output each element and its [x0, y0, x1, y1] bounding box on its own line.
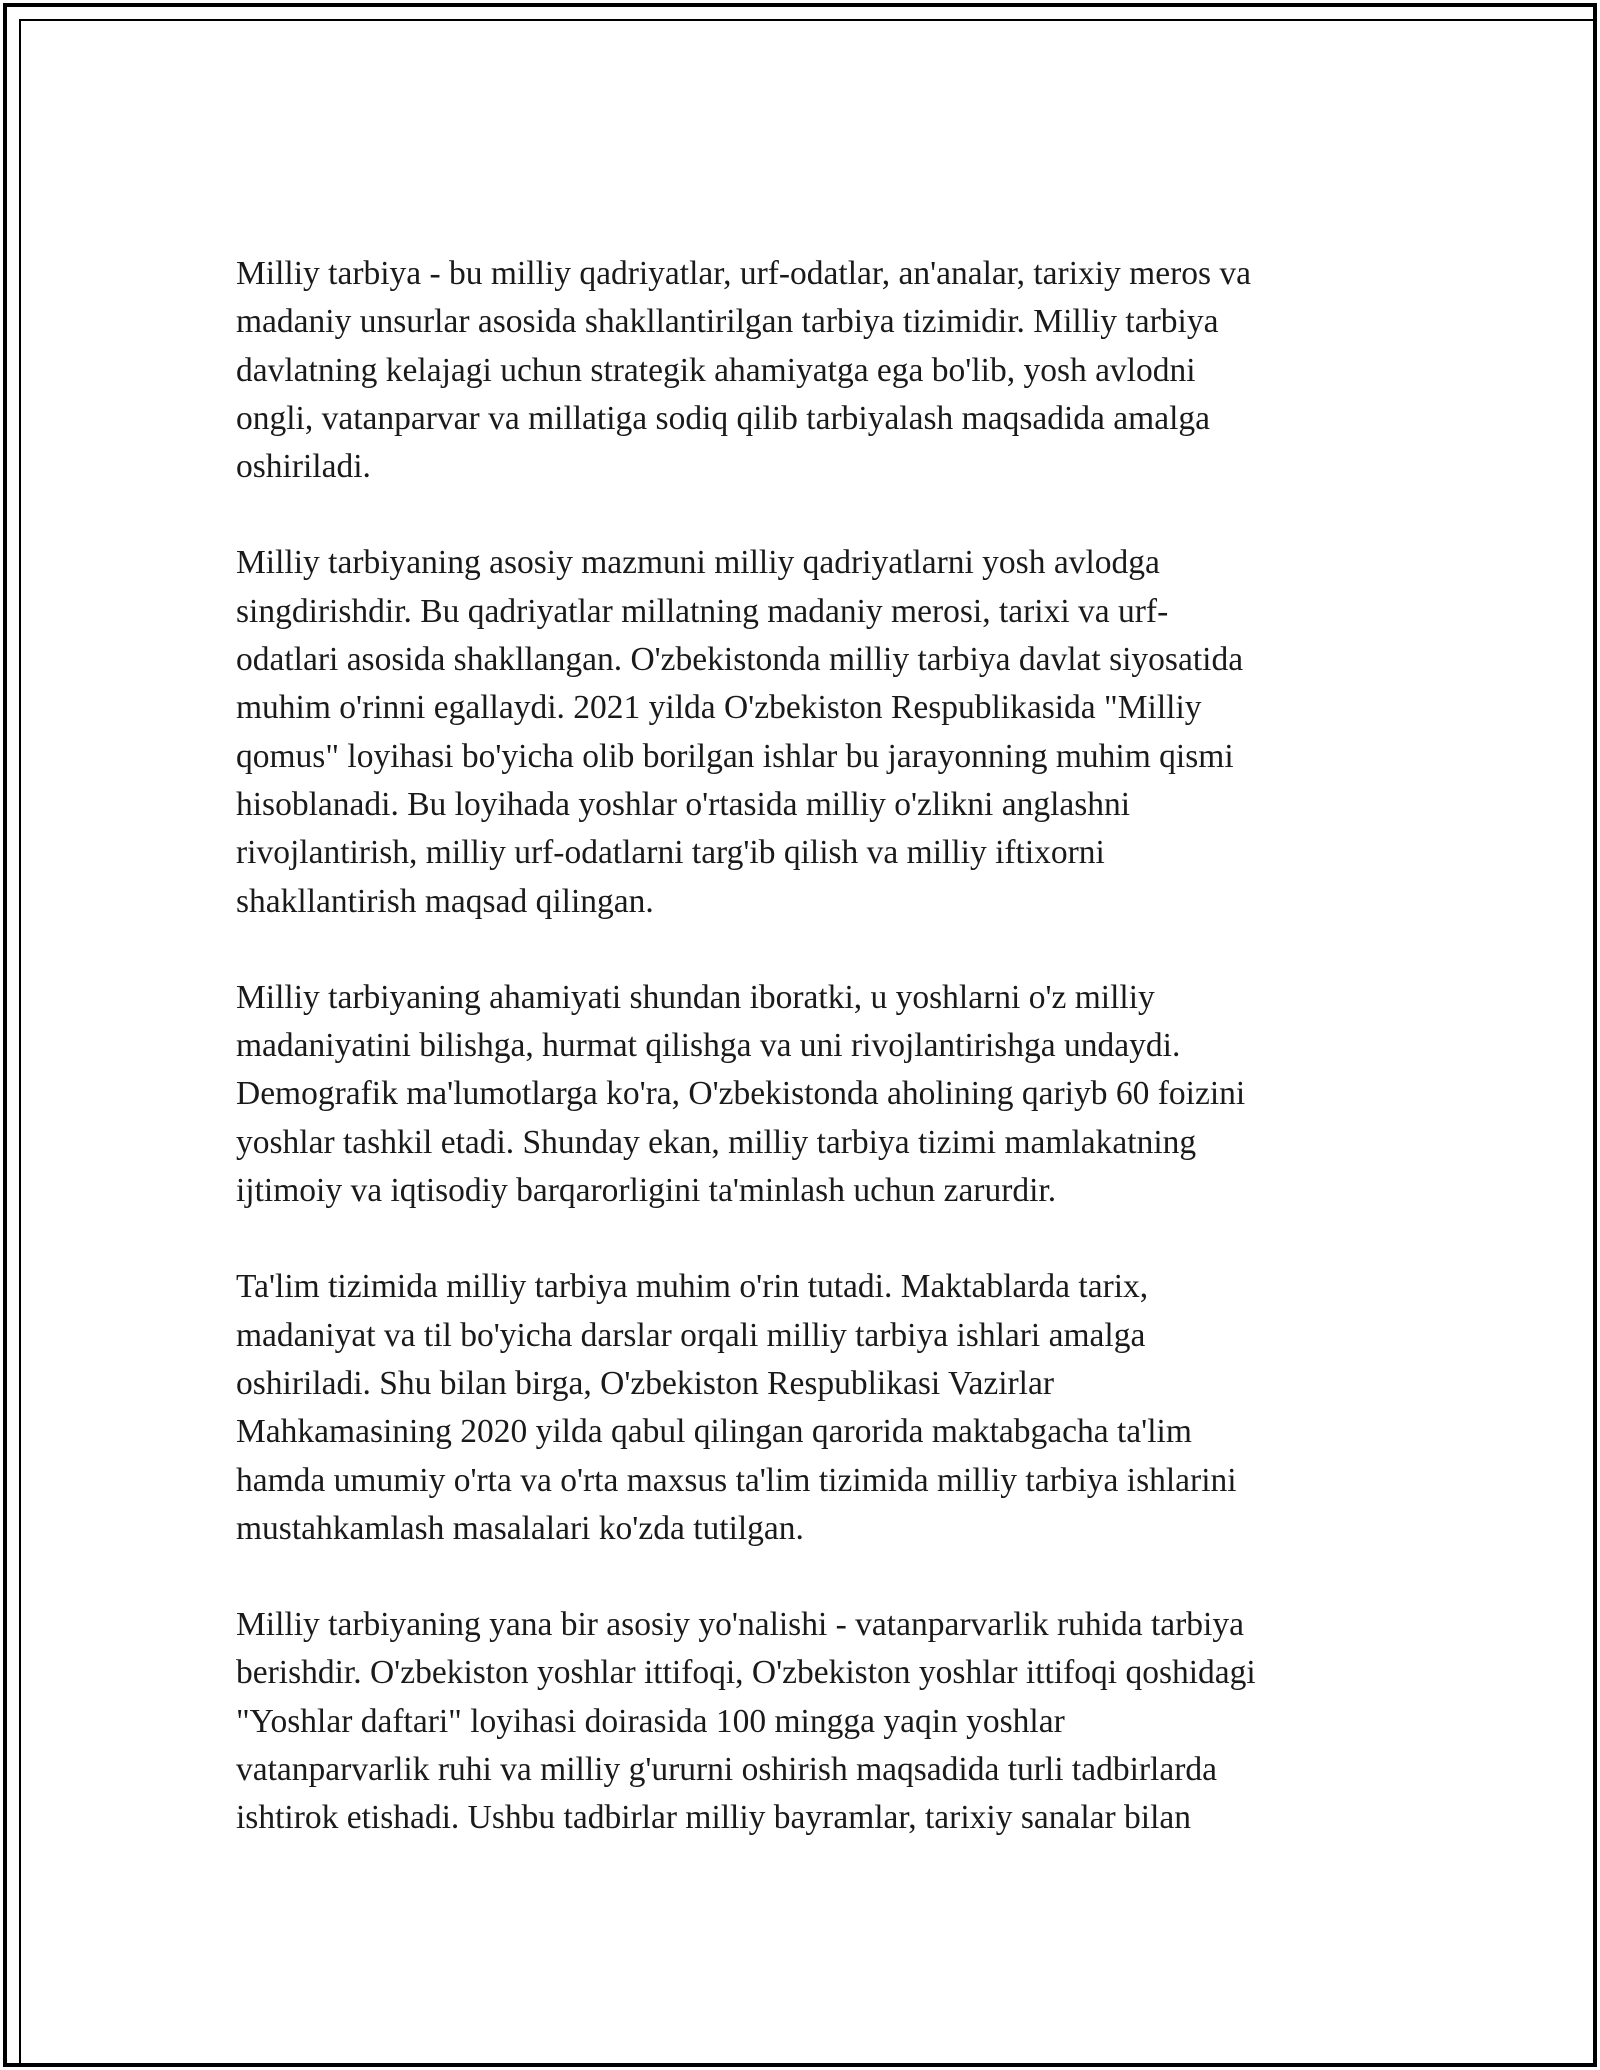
text-line: "Yoshlar daftari" loyihasi doirasida 100 mingga yaqin yoshlar [236, 1702, 1065, 1740]
paragraph-2 [236, 539, 1376, 925]
paragraph-5 [236, 1601, 1376, 1842]
text-line: madaniy unsurlar asosida shakllantirilgan tarbiya tizimidir. Milliy tarbiya [236, 303, 1219, 341]
text-line: yoshlar tashkil etadi. Shunday ekan, milliy tarbiya tizimi mamlakatning [236, 1123, 1197, 1161]
text-line: madaniyat va til bo'yicha darslar orqali milliy tarbiya ishlari amalga [236, 1316, 1146, 1354]
text-line: singdirishdir. Bu qadriyatlar millatning madaniy merosi, tarixi va urf- [236, 592, 1169, 630]
text-line: shakllantirish maqsad qilingan. [236, 882, 654, 920]
text-line: oshiriladi. [236, 448, 371, 486]
text-line: Demografik ma'lumotlarga ko'ra, O'zbekistonda aholining qariyb 60 foizini [236, 1075, 1246, 1113]
document-body [236, 250, 1376, 1891]
text-line: oshiriladi. Shu bilan birga, O'zbekiston Respublikasi Vazirlar [236, 1364, 1054, 1402]
text-line: rivojlantirish, milliy urf-odatlarni targ'ib qilish va milliy iftixorni [236, 834, 1105, 872]
text-line: qomus" loyihasi bo'yicha olib borilgan ishlar bu jarayonning muhim qismi [236, 737, 1234, 775]
paragraph-1 [236, 250, 1376, 491]
text-line: davlatning kelajagi uchun strategik ahamiyatga ega bo'lib, yosh avlodni [236, 351, 1196, 389]
text-line: hamda umumiy o'rta va o'rta maxsus ta'lim tizimida milliy tarbiya ishlarini [236, 1461, 1237, 1499]
text-line: ishtirok etishadi. Ushbu tadbirlar milliy bayramlar, tarixiy sanalar bilan [236, 1799, 1192, 1837]
text-line: madaniyatini bilishga, hurmat qilishga va uni rivojlantirishga undaydi. [236, 1027, 1181, 1065]
text-line: Ta'lim tizimida milliy tarbiya muhim o'rin tutadi. Maktablarda tarix, [236, 1268, 1149, 1306]
text-line: Milliy tarbiyaning asosiy mazmuni milliy qadriyatlarni yosh avlodga [236, 544, 1160, 582]
text-line: ongli, vatanparvar va millatiga sodiq qilib tarbiyalash maqsadida amalga [236, 399, 1211, 437]
text-line: hisoblanadi. Bu loyihada yoshlar o'rtasida milliy o'zlikni anglashni [236, 785, 1131, 823]
text-line: Milliy tarbiya - bu milliy qadriyatlar, urf-odatlar, an'analar, tarixiy meros va [236, 255, 1252, 292]
paragraph-3 [236, 974, 1376, 1215]
text-line: muhim o'rinni egallaydi. 2021 yilda O'zbekiston Respublikasida "Milliy [236, 689, 1202, 727]
paragraph-4 [236, 1263, 1376, 1553]
text-line: vatanparvarlik ruhi va milliy g'ururni oshirish maqsadida turli tadbirlarda [236, 1751, 1218, 1789]
text-line: Milliy tarbiyaning yana bir asosiy yo'nalishi - vatanparvarlik ruhida tarbiya [236, 1606, 1244, 1644]
text-line: Mahkamasining 2020 yilda qabul qilingan qarorida maktabgacha ta'lim [236, 1413, 1192, 1451]
text-line: Milliy tarbiyaning ahamiyati shundan iboratki, u yoshlarni o'z milliy [236, 978, 1155, 1016]
text-line: ijtimoiy va iqtisodiy barqarorligini ta'minlash uchun zarurdir. [236, 1172, 1057, 1210]
text-line: berishdir. O'zbekiston yoshlar ittifoqi, O'zbekiston yoshlar ittifoqi qoshidagi [236, 1654, 1256, 1692]
text-line: mustahkamlash masalalari ko'zda tutilgan. [236, 1509, 804, 1547]
text-line: odatlari asosida shakllangan. O'zbekistonda milliy tarbiya davlat siyosatida [236, 641, 1244, 679]
